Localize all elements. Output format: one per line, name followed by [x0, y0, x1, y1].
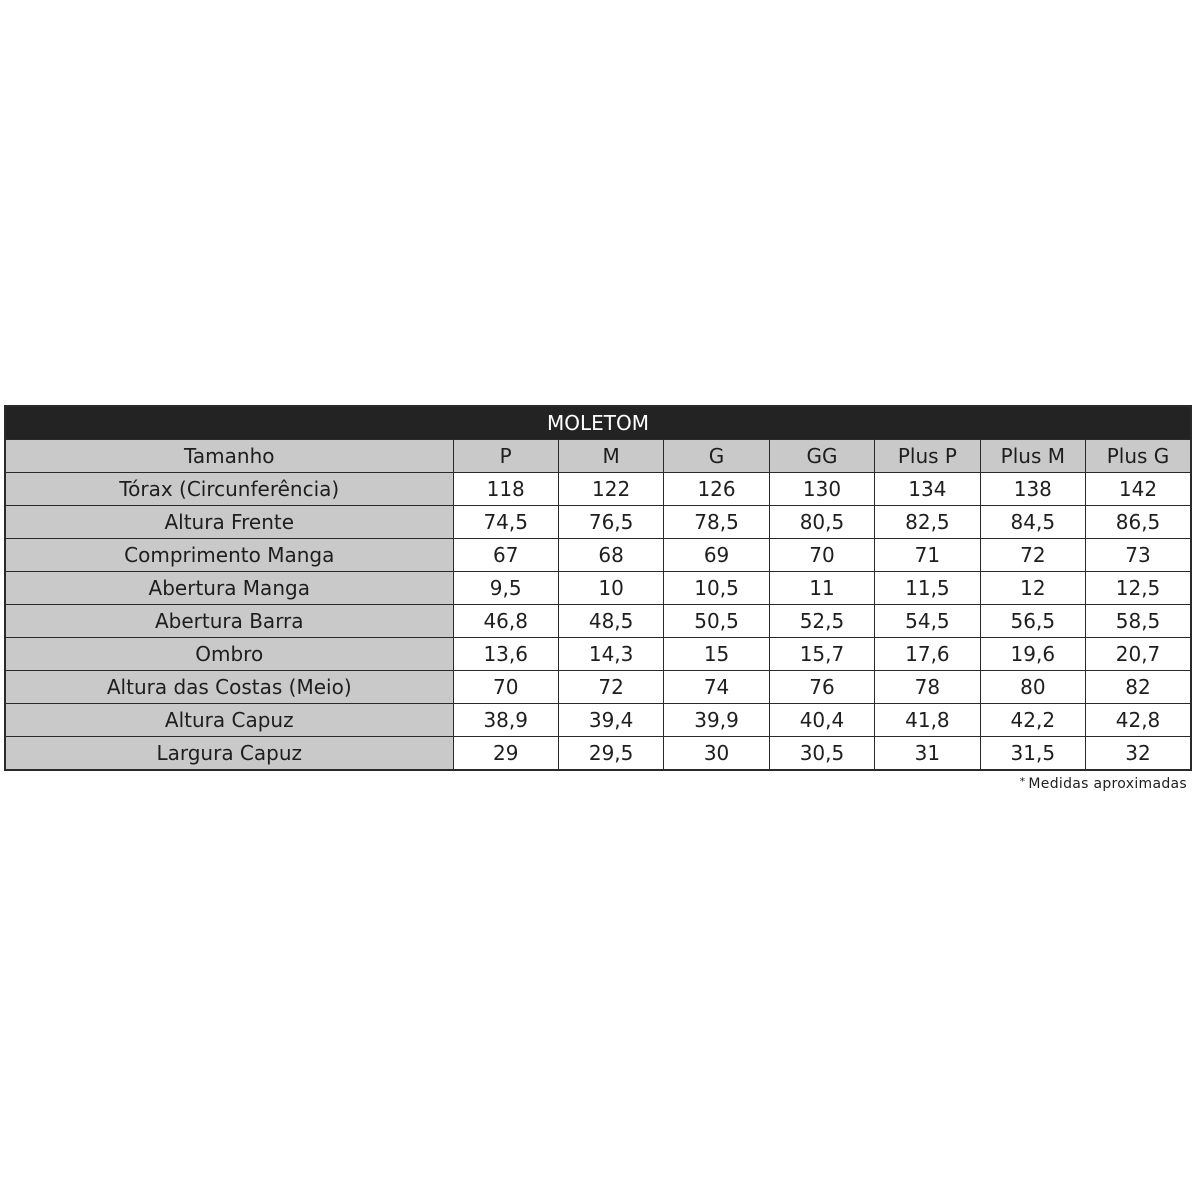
size-header-label: Tamanho [5, 440, 453, 473]
measurement-value: 48,5 [558, 605, 663, 638]
measurements-body [5, 473, 1191, 771]
measurement-value: 80,5 [769, 506, 874, 539]
measurement-label: Ombro [5, 638, 453, 671]
measurement-value: 68 [558, 539, 663, 572]
measurement-value: 29,5 [558, 737, 663, 771]
measurement-value: 31,5 [980, 737, 1085, 771]
measurement-value: 122 [558, 473, 663, 506]
measurement-value: 38,9 [453, 704, 558, 737]
measurement-value: 76 [769, 671, 874, 704]
measurement-value: 78 [875, 671, 980, 704]
measurement-value: 14,3 [558, 638, 663, 671]
measurement-value: 142 [1086, 473, 1191, 506]
measurement-value: 69 [664, 539, 769, 572]
measurement-value: 80 [980, 671, 1085, 704]
measurement-value: 74,5 [453, 506, 558, 539]
measurement-value: 12,5 [1086, 572, 1191, 605]
measurement-value: 74 [664, 671, 769, 704]
measurement-label: Tórax (Circunferência) [5, 473, 453, 506]
measurement-value: 54,5 [875, 605, 980, 638]
measurement-label: Largura Capuz [5, 737, 453, 771]
measurement-value: 39,9 [664, 704, 769, 737]
size-header-cell: Plus M [980, 440, 1085, 473]
measurement-value: 46,8 [453, 605, 558, 638]
measurement-value: 30,5 [769, 737, 874, 771]
measurement-value: 82 [1086, 671, 1191, 704]
measurement-value: 134 [875, 473, 980, 506]
measurement-value: 56,5 [980, 605, 1085, 638]
measurement-value: 13,6 [453, 638, 558, 671]
size-header-cell: G [664, 440, 769, 473]
measurement-value: 15,7 [769, 638, 874, 671]
size-header-cell: M [558, 440, 663, 473]
measurement-value: 86,5 [1086, 506, 1191, 539]
size-chart-table [4, 405, 1192, 771]
footnote-text: Medidas aproximadas [1028, 776, 1187, 792]
table-row [5, 671, 1191, 704]
size-header-row [5, 440, 1191, 473]
size-header-cell: Plus G [1086, 440, 1191, 473]
measurement-value: 73 [1086, 539, 1191, 572]
measurement-value: 10 [558, 572, 663, 605]
measurement-value: 50,5 [664, 605, 769, 638]
table-row [5, 506, 1191, 539]
measurement-value: 9,5 [453, 572, 558, 605]
table-row [5, 704, 1191, 737]
measurement-value: 118 [453, 473, 558, 506]
table-row [5, 473, 1191, 506]
table-row [5, 539, 1191, 572]
measurement-value: 78,5 [664, 506, 769, 539]
table-row [5, 572, 1191, 605]
measurement-value: 70 [769, 539, 874, 572]
measurement-value: 130 [769, 473, 874, 506]
measurement-value: 29 [453, 737, 558, 771]
measurement-label: Altura das Costas (Meio) [5, 671, 453, 704]
measurement-value: 41,8 [875, 704, 980, 737]
measurement-value: 17,6 [875, 638, 980, 671]
size-header-cell: Plus P [875, 440, 980, 473]
measurement-value: 71 [875, 539, 980, 572]
measurement-value: 12 [980, 572, 1085, 605]
measurement-value: 10,5 [664, 572, 769, 605]
measurement-value: 20,7 [1086, 638, 1191, 671]
table-row [5, 737, 1191, 771]
measurement-label: Altura Capuz [5, 704, 453, 737]
table-row [5, 638, 1191, 671]
measurement-label: Altura Frente [5, 506, 453, 539]
size-header-cell: GG [769, 440, 874, 473]
measurement-value: 138 [980, 473, 1085, 506]
title-row [5, 406, 1191, 440]
measurement-value: 32 [1086, 737, 1191, 771]
measurement-value: 72 [558, 671, 663, 704]
measurement-value: 31 [875, 737, 980, 771]
measurement-label: Abertura Barra [5, 605, 453, 638]
size-header-cell: P [453, 440, 558, 473]
measurement-value: 40,4 [769, 704, 874, 737]
measurement-value: 72 [980, 539, 1085, 572]
measurement-value: 58,5 [1086, 605, 1191, 638]
measurement-value: 84,5 [980, 506, 1085, 539]
measurement-value: 15 [664, 638, 769, 671]
measurement-value: 67 [453, 539, 558, 572]
measurement-value: 11,5 [875, 572, 980, 605]
footnote-marker: * [1019, 775, 1026, 788]
table-title: MOLETOM [5, 406, 1191, 440]
measurement-label: Abertura Manga [5, 572, 453, 605]
measurement-value: 126 [664, 473, 769, 506]
measurement-value: 70 [453, 671, 558, 704]
measurement-value: 76,5 [558, 506, 663, 539]
measurement-value: 19,6 [980, 638, 1085, 671]
measurement-value: 82,5 [875, 506, 980, 539]
footnote [1020, 775, 1187, 792]
measurement-value: 30 [664, 737, 769, 771]
measurement-value: 11 [769, 572, 874, 605]
measurement-value: 52,5 [769, 605, 874, 638]
table-row [5, 605, 1191, 638]
measurement-value: 42,8 [1086, 704, 1191, 737]
measurement-value: 42,2 [980, 704, 1085, 737]
measurement-value: 39,4 [558, 704, 663, 737]
measurement-label: Comprimento Manga [5, 539, 453, 572]
